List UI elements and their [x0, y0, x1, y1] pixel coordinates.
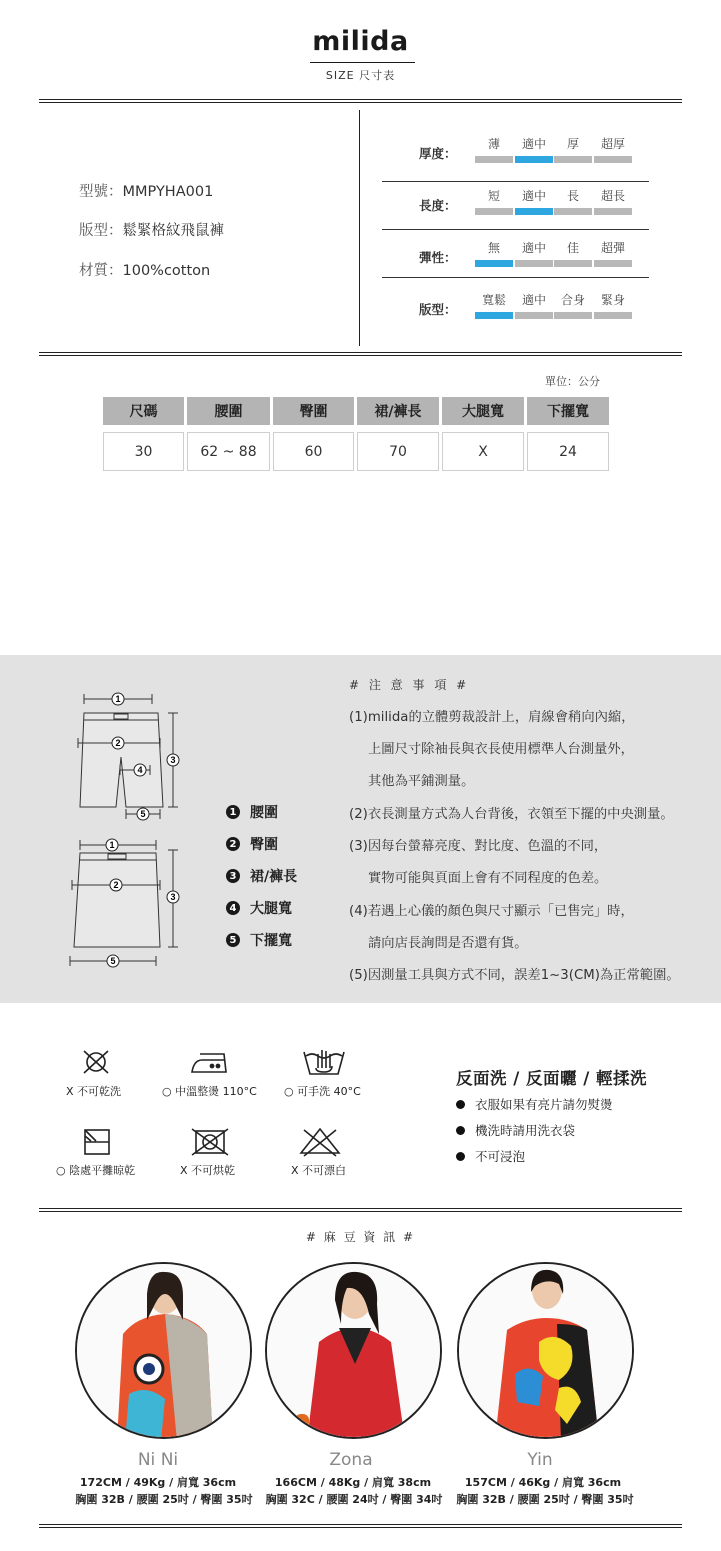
brand-logo: milida	[312, 26, 409, 57]
care-label: ○ 可手洗 40°C	[284, 1085, 361, 1098]
attr-option-bar-selected	[475, 312, 513, 319]
attr-option-bar	[554, 156, 592, 163]
attr-thickness-name: 厚度：	[419, 146, 457, 161]
size-cell-length: 70	[357, 432, 439, 471]
note-line: (1)milida的立體剪裁設計上，肩線會稍向內縮，	[349, 710, 635, 725]
attr-option-bar	[594, 156, 632, 163]
attr-option-bar-selected	[515, 156, 553, 163]
care-label: X 不可乾洗	[66, 1085, 122, 1098]
model-name: Yin	[527, 1450, 553, 1470]
iron-icon	[188, 1048, 230, 1076]
attr-option-label: 適中	[521, 137, 546, 151]
size-header-hem: 下擺寬	[527, 397, 609, 425]
size-cell-thigh: X	[442, 432, 524, 471]
model-photo-nini	[75, 1262, 252, 1439]
shade-dry-flat-icon	[82, 1128, 112, 1156]
model-stats: 胸圍 32C / 腰圍 24吋 / 臀圍 34吋	[265, 1493, 443, 1506]
attr-option-bar	[554, 208, 592, 215]
product-model: 型號：MMPYHA001	[79, 184, 214, 200]
measurement-diagram	[60, 685, 200, 975]
product-style: 版型：鬆緊格紋飛鼠褲	[79, 223, 224, 239]
attr-option-bar	[594, 208, 632, 215]
size-cell-size: 30	[103, 432, 184, 471]
note-line: (5)因測量工具與方式不同，誤差1~3(CM)為正常範圍。	[349, 968, 680, 983]
care-label: ○ 中溫整燙 110°C	[162, 1085, 257, 1098]
attr-length-name: 長度：	[419, 198, 457, 213]
size-header-length: 裙/褲長	[357, 397, 439, 425]
note-line: (4)若遇上心儀的顏色與尺寸顯示「已售完」時，	[349, 904, 634, 919]
attr-option-bar	[554, 260, 592, 267]
note-line: 請向店長詢問是否還有貨。	[368, 936, 528, 951]
care-label: ○ 陰處平攤晾乾	[56, 1164, 136, 1177]
diagram-marker-1: 1	[115, 694, 121, 704]
care-label: X 不可漂白	[291, 1164, 347, 1177]
model-name: Ni Ni	[137, 1450, 179, 1470]
attr-option-label: 適中	[521, 293, 546, 307]
attr-option-label: 超厚	[600, 137, 625, 151]
diagram-marker-5: 5	[140, 809, 146, 819]
model-stats: 172CM / 49Kg / 肩寬 36cm	[79, 1476, 237, 1489]
size-cell-waist: 62 ~ 88	[187, 432, 270, 471]
attr-option-label: 長	[566, 189, 579, 203]
note-line: (3)因每台螢幕亮度、對比度、色溫的不同，	[349, 839, 608, 854]
size-header-thigh: 大腿寬	[442, 397, 524, 425]
wash-instruction-title: 反面洗 / 反面曬 / 輕揉洗	[456, 1069, 648, 1088]
attr-fit-name: 版型：	[419, 302, 457, 317]
diagram-marker-1: 1	[109, 840, 115, 850]
model-photo-zona	[265, 1262, 442, 1439]
attr-option-label: 佳	[566, 241, 579, 255]
models-title: # 麻 豆 資 訊 #	[305, 1230, 416, 1244]
diagram-marker-3: 3	[170, 755, 176, 765]
divider-models	[39, 1208, 682, 1212]
attr-option-bar	[475, 208, 513, 215]
size-header-size: 尺碼	[103, 397, 184, 425]
attr-option-bar	[594, 260, 632, 267]
model-stats: 胸圍 32B / 腰圍 25吋 / 臀圍 35吋	[456, 1493, 634, 1506]
care-tip: 衣服如果有亮片請勿熨燙	[456, 1095, 613, 1113]
attr-option-label: 厚	[566, 137, 579, 151]
size-header-waist: 腰圍	[187, 397, 270, 425]
diagram-marker-3: 3	[170, 892, 176, 902]
attr-option-label: 無	[487, 241, 500, 255]
unit-label: 單位：公分	[545, 375, 600, 388]
attr-elasticity-name: 彈性：	[419, 250, 457, 265]
notes-title: # 注 意 事 項 #	[349, 678, 470, 692]
care-tip: 不可浸泡	[456, 1147, 525, 1165]
attr-option-label: 合身	[560, 293, 585, 307]
legend-thigh: 4 大腿寬	[226, 898, 292, 918]
attr-separator	[382, 229, 649, 230]
divider-bottom	[39, 1524, 682, 1528]
attr-option-label: 適中	[521, 241, 546, 255]
attr-option-label: 短	[487, 189, 500, 203]
no-machine-dry-icon	[190, 1128, 230, 1156]
page-subtitle: SIZE 尺寸表	[325, 69, 396, 82]
no-bleach-icon	[298, 1126, 342, 1158]
attr-option-label: 薄	[487, 137, 500, 151]
attr-separator	[382, 277, 649, 278]
diagram-marker-2: 2	[115, 738, 121, 748]
model-stats: 166CM / 48Kg / 肩寬 38cm	[274, 1476, 432, 1489]
attr-option-label: 寬鬆	[481, 293, 506, 307]
attr-option-bar	[515, 260, 553, 267]
legend-hip: 2 臀圍	[226, 834, 278, 854]
attr-option-label: 適中	[521, 189, 546, 203]
attr-option-bar	[554, 312, 592, 319]
size-header-hip: 臀圍	[273, 397, 354, 425]
diagram-marker-4: 4	[137, 765, 143, 775]
note-line: 實物可能與頁面上會有不同程度的色差。	[368, 871, 608, 886]
divider-top	[39, 99, 682, 103]
care-label: X 不可烘乾	[180, 1164, 236, 1177]
legend-waist: 1 腰圍	[226, 802, 278, 822]
model-photo-yin	[457, 1262, 634, 1439]
attr-separator	[382, 181, 649, 182]
legend-hem: 5 下擺寬	[226, 930, 292, 950]
attr-option-bar-selected	[515, 208, 553, 215]
care-tip: 機洗時請用洗衣袋	[456, 1121, 575, 1139]
note-line: 上圖尺寸除袖長與衣長使用標準人台測量外，	[368, 742, 634, 757]
divider-middle	[39, 352, 682, 356]
attr-option-label: 超彈	[600, 241, 625, 255]
attr-option-bar	[594, 312, 632, 319]
diagram-marker-2: 2	[113, 880, 119, 890]
product-material: 材質：100%cotton	[79, 263, 211, 279]
brand-underline	[310, 62, 415, 63]
info-divider	[359, 110, 360, 346]
size-cell-hem: 24	[527, 432, 609, 471]
legend-length: 3 裙/褲長	[226, 866, 297, 886]
attr-option-label: 緊身	[600, 293, 625, 307]
attr-option-bar-selected	[475, 260, 513, 267]
diagram-marker-5: 5	[110, 956, 116, 966]
model-stats: 胸圍 32B / 腰圍 25吋 / 臀圍 35吋	[75, 1493, 253, 1506]
note-line: (2)衣長測量方式為人台背後，衣領至下擺的中央測量。	[349, 807, 674, 822]
note-line: 其他為平鋪測量。	[368, 774, 475, 789]
attr-option-label: 超長	[600, 189, 625, 203]
hand-wash-icon	[302, 1046, 346, 1078]
no-tumble-dry-icon	[80, 1048, 112, 1076]
attr-option-bar	[475, 156, 513, 163]
model-name: Zona	[329, 1450, 373, 1470]
size-cell-hip: 60	[273, 432, 354, 471]
model-stats: 157CM / 46Kg / 肩寬 36cm	[464, 1476, 622, 1489]
attr-option-bar	[515, 312, 553, 319]
